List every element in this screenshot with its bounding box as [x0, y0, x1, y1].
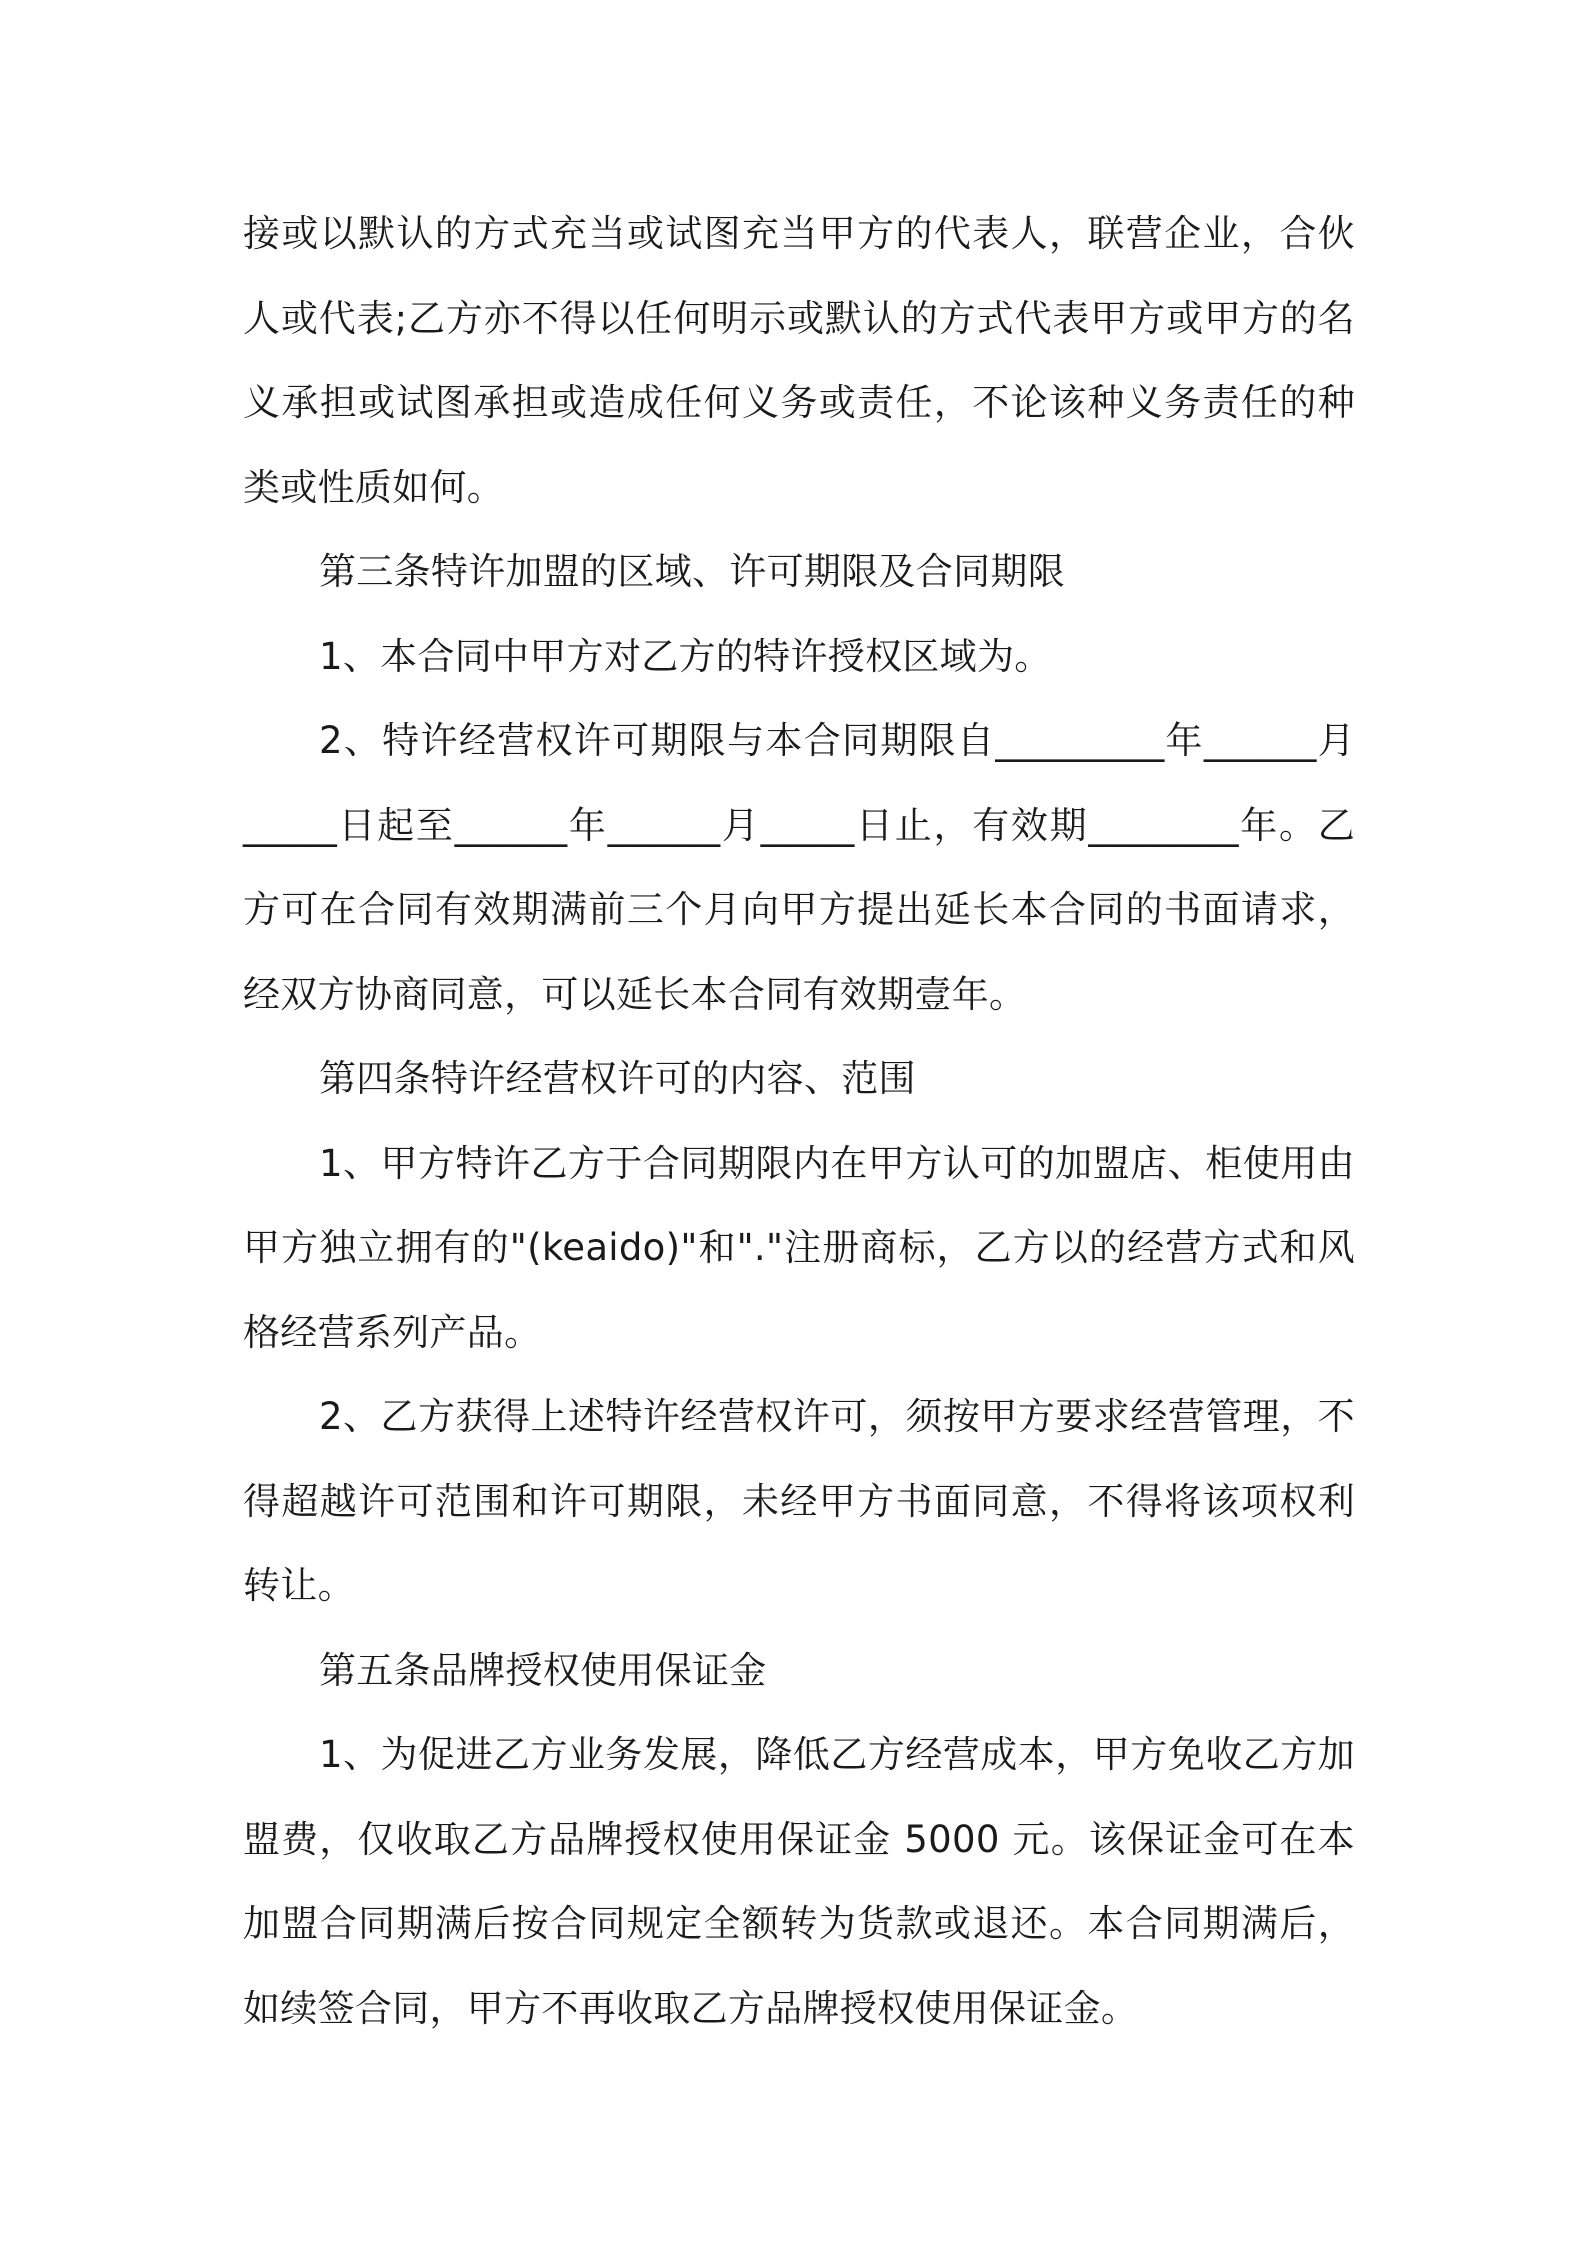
article-3-heading: 第三条特许加盟的区域、许可期限及合同期限	[319, 550, 1065, 593]
article-3-clause-2: 2、特许经营权许可期限与本合同期限自_________年______月_____日起至______年______月_____日止，有效期________年。乙方可在合同有效期满前三个月向甲方提出延长本合同的书面请求，经双方协商同意，可以延长本合同有效期壹年。	[243, 719, 1355, 1016]
article-4-clause-2: 2、乙方获得上述特许经营权许可，须按甲方要求经营管理，不得超越许可范围和许可期限，未经甲方书面同意，不得将该项权利转让。	[243, 1395, 1355, 1607]
article-3-clause-1: 1、本合同中甲方对乙方的特许授权区域为。	[319, 634, 1052, 678]
article-4-heading: 第四条特许经营权许可的内容、范围	[319, 1057, 916, 1100]
article-5-heading: 第五条品牌授权使用保证金	[319, 1648, 767, 1692]
document-body	[243, 192, 1355, 2051]
paragraph-continuation: 接或以默认的方式充当或试图充当甲方的代表人，联营企业，合伙人或代表;乙方亦不得以任何明示或默认的方式代表甲方或甲方的名义承担或试图承担或造成任何义务或责任，不论该种义务责任的种类或性质如何。	[243, 212, 1355, 509]
article-4-clause-1: 1、甲方特许乙方于合同期限内在甲方认可的加盟店、柜使用由甲方独立拥有的"(keaido)"和"."注册商标，乙方以的经营方式和风格经营系列产品。	[243, 1141, 1355, 1354]
article-5-clause-1: 1、为促进乙方业务发展，降低乙方经营成本，甲方免收乙方加盟费，仅收取乙方品牌授权使用保证金 5000 元。该保证金可在本加盟合同期满后按合同规定全额转为货款或退还。本合同期满后，如续签合同，甲方不再收取乙方品牌授权使用保证金。	[243, 1733, 1355, 2030]
